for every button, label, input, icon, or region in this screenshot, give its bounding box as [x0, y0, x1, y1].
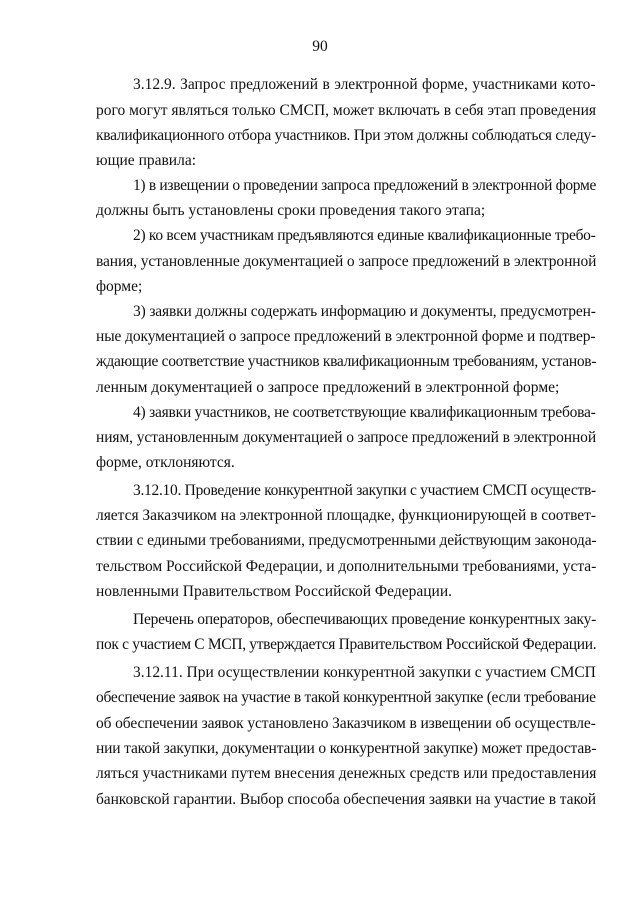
- text-line: обеспечение заявок на участие в такой конкурентной закупке (если требование: [96, 689, 596, 706]
- text-line: ные документацией о запросе предложений в электронной форме и подтвер-: [96, 328, 596, 345]
- text-line: банковской гарантии. Выбор способа обеспечения заявки на участие в такой: [96, 791, 596, 808]
- text-line: новленными Правительством Российской Федерации.: [96, 583, 452, 600]
- text-line: должны быть установлены сроки проведения такого этапа;: [96, 202, 486, 219]
- text-line: ющие правила:: [96, 152, 197, 169]
- text-line: рого могут являться только СМСП, может включать в себя этап проведения: [96, 102, 596, 119]
- text-line: 3) заявки должны содержать информацию и документы, предусмотрен-: [133, 303, 596, 320]
- text-line: Перечень операторов, обеспечивающих проведение конкурентных заку-: [133, 611, 597, 628]
- text-line: об обеспечении заявок установлено Заказчиком в извещении об осуществле-: [96, 715, 596, 732]
- text-line: ляется Заказчиком на электронной площадке, функционирующей в соответ-: [96, 507, 596, 524]
- text-line: форме, отклоняются.: [96, 454, 235, 471]
- text-line: 3.12.10. Проведение конкурентной закупки с участием СМСП осуществ-: [133, 482, 596, 499]
- text-line: ниям, установленным документацией о запросе предложений в электронной: [96, 429, 597, 446]
- text-line: нии такой закупки, документации о конкурентной закупке) может предостав-: [96, 740, 597, 757]
- page-number: 90: [312, 38, 328, 55]
- text-line: 4) заявки участников, не соответствующие квалификационным требова-: [133, 404, 596, 421]
- text-line: 3.12.11. При осуществлении конкурентной закупки с участием СМСП: [133, 664, 596, 681]
- text-line: тельством Российской Федерации, и дополнительными требованиями, уста-: [96, 558, 597, 575]
- text-line: 3.12.9. Запрос предложений в электронной форме, участниками кото-: [133, 76, 596, 93]
- text-line: 2) ко всем участникам предъявляются единые квалификационные требо-: [133, 227, 596, 244]
- text-line: ляться участниками путем внесения денежных средств или предоставления: [96, 765, 597, 782]
- text-line: форме;: [96, 278, 143, 295]
- text-line: ствии с едиными требованиями, предусмотренными действующим законода-: [96, 532, 597, 549]
- text-line: пок с участием С МСП, утверждается Правительством Российской Федерации.: [96, 636, 597, 653]
- text-line: ждающие соответствие участников квалификационным требованиям, установ-: [96, 353, 597, 370]
- text-line: 1) в извещении о проведении запроса предложений в электронной форме: [133, 177, 597, 194]
- text-line: квалификационного отбора участников. При этом должны соблюдаться следу-: [96, 127, 596, 144]
- text-line: ленным документацией о запросе предложений в электронной форме;: [96, 379, 560, 396]
- text-line: вания, установленные документацией о запросе предложений в электронной: [96, 253, 597, 270]
